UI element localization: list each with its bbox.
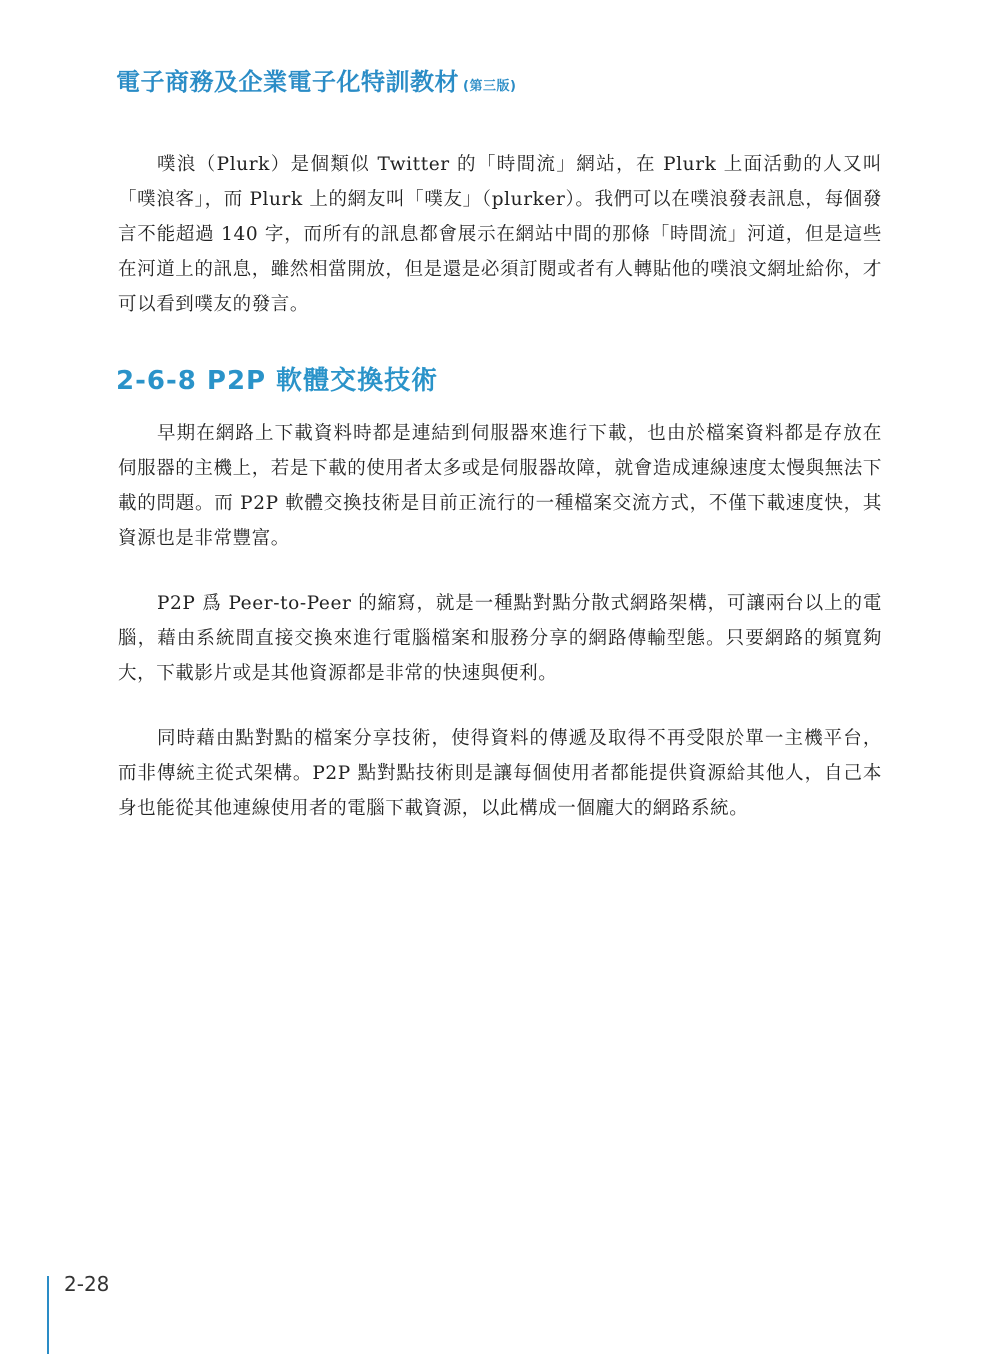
page-number: 2-28 xyxy=(64,1272,110,1296)
paragraph-early-download: 早期在網路上下載資料時都是連結到伺服器來進行下載，也由於檔案資料都是存放在伺服器的主機上，若是下載的使用者太多或是伺服器故障，就會造成連線速度太慢與無法下載的問題。而 P2P 軟體交換技術是目前正流行的一種檔案交流方式，不僅下載速度快，其資源也是非常豐富。 xyxy=(118,423,883,549)
paragraph-plurk: 噗浪（Plurk）是個類似 Twitter 的「時間流」網站，在 Plurk 上面活動的人又叫「噗浪客」，而 Plurk 上的網友叫「噗友」（plurker）。我們可以在噗浪發表訊息，每個發言不能超過 140 字，而所有的訊息都會展示在網站中間的那條「時間流」河道，但是這些在河道上的訊息，雖然相當開放，但是還是必須訂閱或者有人轉貼他的噗浪文網址給你，才可以看到噗友的發言。 xyxy=(118,154,883,315)
running-header xyxy=(116,62,516,97)
page-margin-rule xyxy=(47,1276,49,1354)
book-title: 電子商務及企業電子化特訓教材 xyxy=(116,68,459,96)
paragraph-p2p-sharing: 同時藉由點對點的檔案分享技術，使得資料的傳遞及取得不再受限於單一主機平台，而非傳統主從式架構。P2P 點對點技術則是讓每個使用者都能提供資源給其他人，自己本身也能從其他連線使用者的電腦下載資源，以此構成一個龐大的網路系統。 xyxy=(118,728,882,819)
section-heading: 2-6-8 P2P 軟體交換技術 xyxy=(116,366,439,396)
edition-label: (第三版) xyxy=(463,79,517,94)
paragraph-p2p-definition: P2P 爲 Peer-to-Peer 的縮寫，就是一種點對點分散式網路架構，可讓兩台以上的電腦，藉由系統間直接交換來進行電腦檔案和服務分享的網路傳輸型態。只要網路的頻寬夠大，下載影片或是其他資源都是非常的快速與便利。 xyxy=(118,593,882,684)
